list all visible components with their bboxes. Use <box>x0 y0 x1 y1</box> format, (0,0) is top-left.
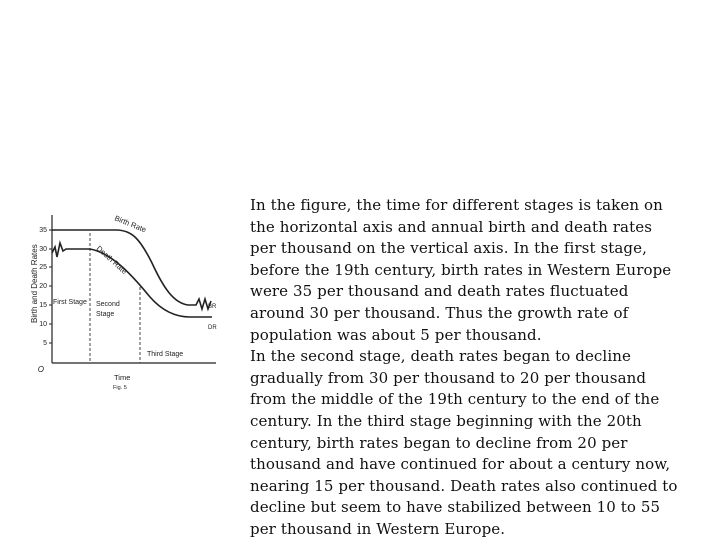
figure-graphic <box>28 205 228 400</box>
figure-caption: Fig. 5 <box>113 385 127 391</box>
paragraph: In the figure, the time for different stages is taken on the horizontal axis and annual birth and death rates per thousand on the vertical axis. In the first stage, before the 19th century, birth rates in Western Europe were 35 per thousand and death rates fluctuated around 30 per thousand. Thus the growth rate of population was about 5 per thousand. <box>250 196 672 344</box>
y-axis-label: Birth and Death Rates <box>30 244 39 323</box>
demographic-transition-figure <box>28 205 228 400</box>
y-tick-label: 35 <box>39 227 47 234</box>
y-tick-label: 5 <box>43 340 47 347</box>
y-tick-label: 25 <box>39 264 47 271</box>
y-tick-label: 20 <box>39 283 47 290</box>
br-end-label: BR <box>208 304 217 310</box>
explanation-text <box>250 195 680 541</box>
y-tick-label: 10 <box>39 321 47 328</box>
dr-end-label: DR <box>208 325 217 331</box>
second-stage-label-line1: Second <box>96 301 120 308</box>
death-rate-label: Death Rate <box>94 243 129 276</box>
x-axis-label: Time <box>114 373 131 382</box>
first-stage-label: First Stage <box>53 299 87 306</box>
y-tick-label: 30 <box>39 246 47 253</box>
second-stage-label-line2: Stage <box>96 311 115 318</box>
origin-label: O <box>37 365 44 374</box>
birth-rate-line <box>52 230 211 309</box>
y-tick-label: 15 <box>39 302 47 309</box>
birth-rate-label: Birth Rate <box>113 213 148 235</box>
third-stage-label: Third Stage <box>147 351 184 358</box>
paragraph: In the second stage, death rates began to decline gradually from 30 per thousand to 20 per thousand from the middle of the 19th century to the end of the century. In the third stage beginning with the 20th century, birth rates began to decline from 20 per thousand and have continued for about a century now, nearing 15 per thousand. Death rates also continued to decline but seem to have stabilized between 10 to 55 per thousand in Western Europe. <box>250 347 678 538</box>
